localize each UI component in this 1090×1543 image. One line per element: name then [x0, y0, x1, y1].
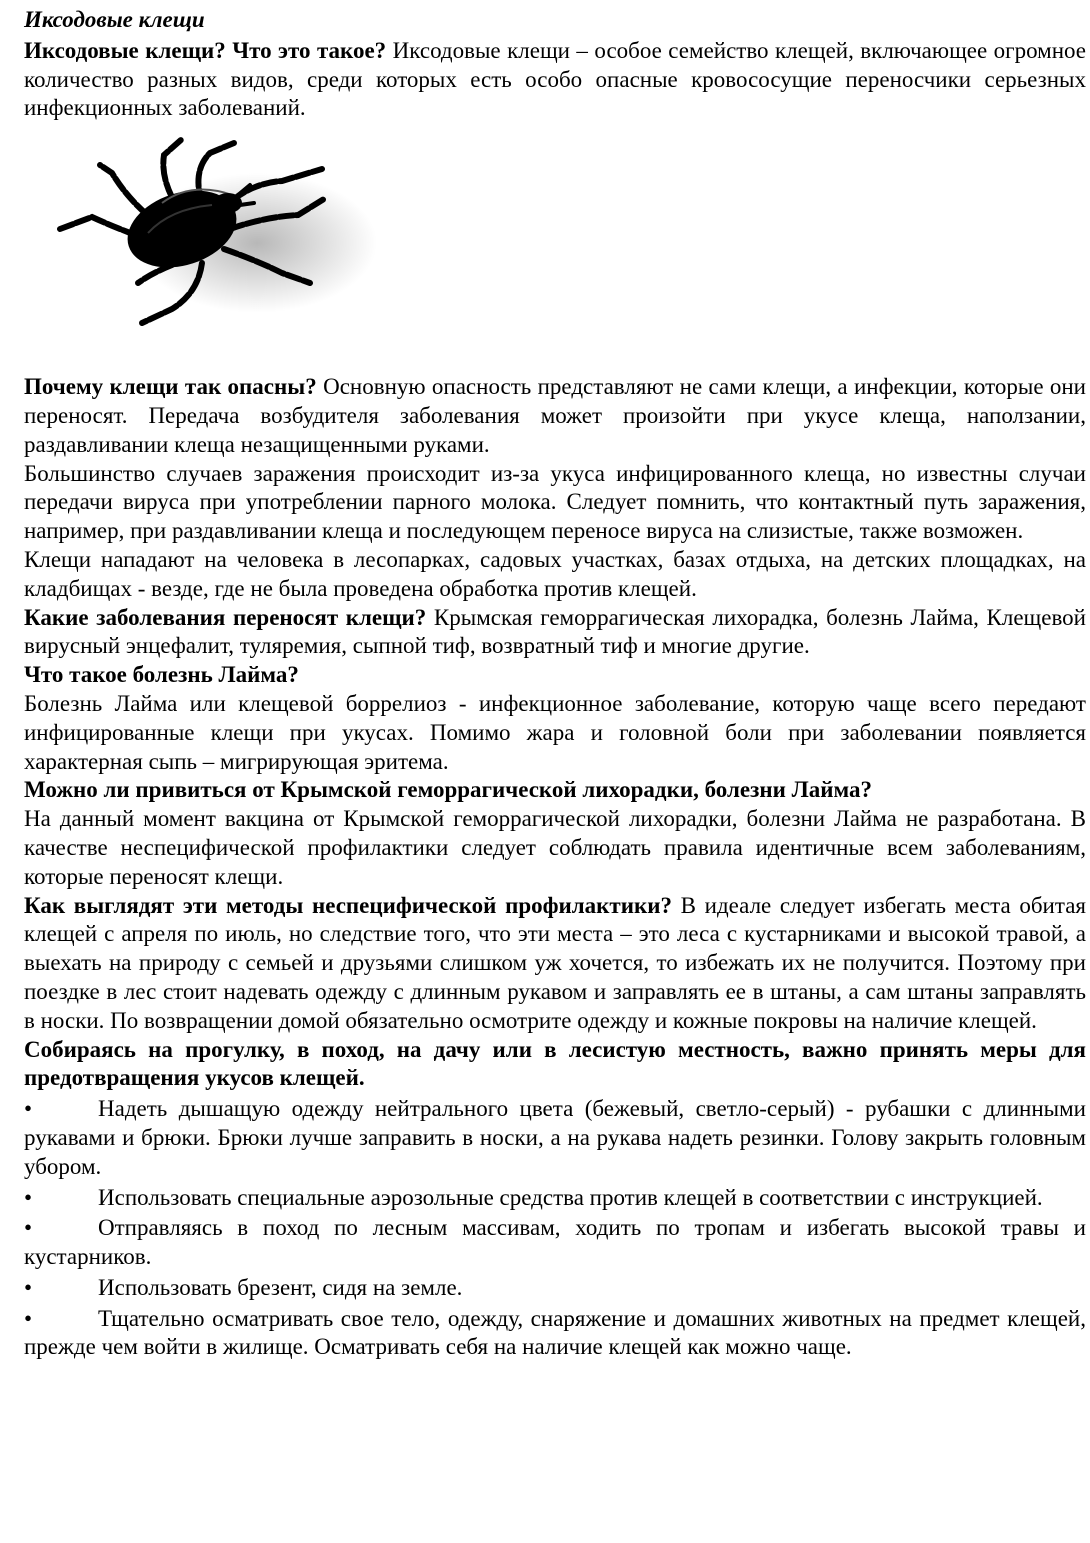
intro-question: Иксодовые клещи? Что это такое? [24, 37, 387, 63]
list-item-text: Тщательно осматривать свое тело, одежду, снаряжение и домашних животных на предмет клещей, прежде чем войти в жилище. Осматривать себя на наличие клещей как можно чаще. [24, 1305, 1086, 1360]
measures-list [24, 1095, 1086, 1362]
danger-paragraph [24, 373, 1086, 459]
list-item [24, 1274, 1086, 1303]
tick-illustration [24, 133, 1086, 365]
measures-heading-text: Собираясь на прогулку, в поход, на дачу или в лесистую местность, важно принять меры для предотвращения укусов клещей. [24, 1036, 1086, 1091]
methods-question: Как выглядят эти методы неспецифической профилактики? [24, 892, 672, 918]
bullet-icon: • [24, 1215, 33, 1241]
list-item-text: Отправляясь в поход по лесным массивам, ходить по тропам и избегать высокой травы и кустарников. [24, 1215, 1086, 1270]
measures-heading [24, 1036, 1086, 1094]
bullet-icon: • [24, 1305, 33, 1331]
lyme-question [24, 661, 1086, 690]
vaccine-question-text: Можно ли привиться от Крымской геморрагической лихорадки, болезни Лайма? [24, 777, 872, 803]
danger-text: Основную опасность представляют не сами клещи, а инфекции, которые они переносят. Передача возбудителя заболевания может произойти при укусе клеща, наползании, раздавливании клеща незащищенными руками. [24, 374, 1086, 457]
danger-question: Почему клещи так опасны? [24, 374, 317, 400]
intro-paragraph [24, 37, 1086, 123]
list-item [24, 1214, 1086, 1272]
diseases-text: Крымская геморрагическая лихорадка, болезнь Лайма, Клещевой вирусный энцефалит, туляремия, сыпной тиф, возвратный тиф и многие другие. [24, 604, 1086, 659]
bullet-icon: • [24, 1184, 33, 1210]
list-item [24, 1184, 1086, 1213]
list-item-text: Использовать брезент, сидя на земле. [98, 1274, 463, 1300]
places-paragraph: Клещи нападают на человека в лесопарках, садовых участках, базах отдыха, на детских площадках, на кладбищах - везде, где не была проведена обработка против клещей. [24, 546, 1086, 601]
diseases-paragraph [24, 604, 1086, 662]
bullet-icon: • [24, 1096, 33, 1122]
methods-text: В идеале следует избегать места обитая клещей с апреля по июль, но следствие того, что эти места – это леса с кустарниками и высокой травой, а выехать на природу с семьей и друзьями слишком уж хочется, то избежать их не получится. Поэтому при поездке в лес стоит надевать одежду с длинным рукавом и заправлять ее в штаны, а сам штаны заправлять в носки. По возвращении домой обязательно осмотрите одежду и кожные покровы на наличие клещей. [24, 892, 1086, 1033]
methods-paragraph [24, 892, 1086, 1036]
tick-icon [52, 133, 382, 365]
list-item-text: Использовать специальные аэрозольные средства против клещей в соответствии с инструкцией. [98, 1184, 1043, 1210]
list-item [24, 1095, 1086, 1181]
vaccine-paragraph: На данный момент вакцина от Крымской геморрагической лихорадки, болезни Лайма не разработана. В качестве неспецифической профилактики следует соблюдать правила идентичные всем заболеваниям, которые переносят клещи. [24, 806, 1086, 889]
intro-text: Иксодовые клещи – особое семейство клещей, включающее огромное количество разных видов, среди которых есть особо опасные кровососущие переносчики серьезных инфекционных заболеваний. [24, 37, 1087, 121]
document-title: Иксодовые клещи [24, 7, 205, 32]
lyme-question-text: Что такое болезнь Лайма? [24, 662, 299, 688]
infection-paragraph: Большинство случаев заражения происходит из-за укуса инфицированного клеща, но известны случаи передачи вируса при употреблении парного молока. Следует помнить, что контактный путь заражения, например, при раздавливании клеща и последующем переносе вируса на слизистые, также возможен. [24, 460, 1086, 544]
list-item [24, 1305, 1086, 1363]
diseases-question: Какие заболевания переносят клещи? [24, 604, 427, 630]
lyme-paragraph: Болезнь Лайма или клещевой боррелиоз - инфекционное заболевание, которую чаще всего передают инфицированные клещи при укусах. Помимо жара и головной боли при заболевании появляется характерная сыпь – мигрирующая эритема. [24, 690, 1086, 774]
vaccine-question [24, 776, 1086, 805]
bullet-icon: • [24, 1274, 33, 1300]
list-item-text: Надеть дышащую одежду нейтрального цвета (бежевый, светло-серый) - рубашки с длинными рукавами и брюки. Брюки лучше заправить в носки, а на рукава надеть резинки. Голову закрыть головным убором. [24, 1096, 1086, 1179]
document-page [24, 6, 1086, 1362]
